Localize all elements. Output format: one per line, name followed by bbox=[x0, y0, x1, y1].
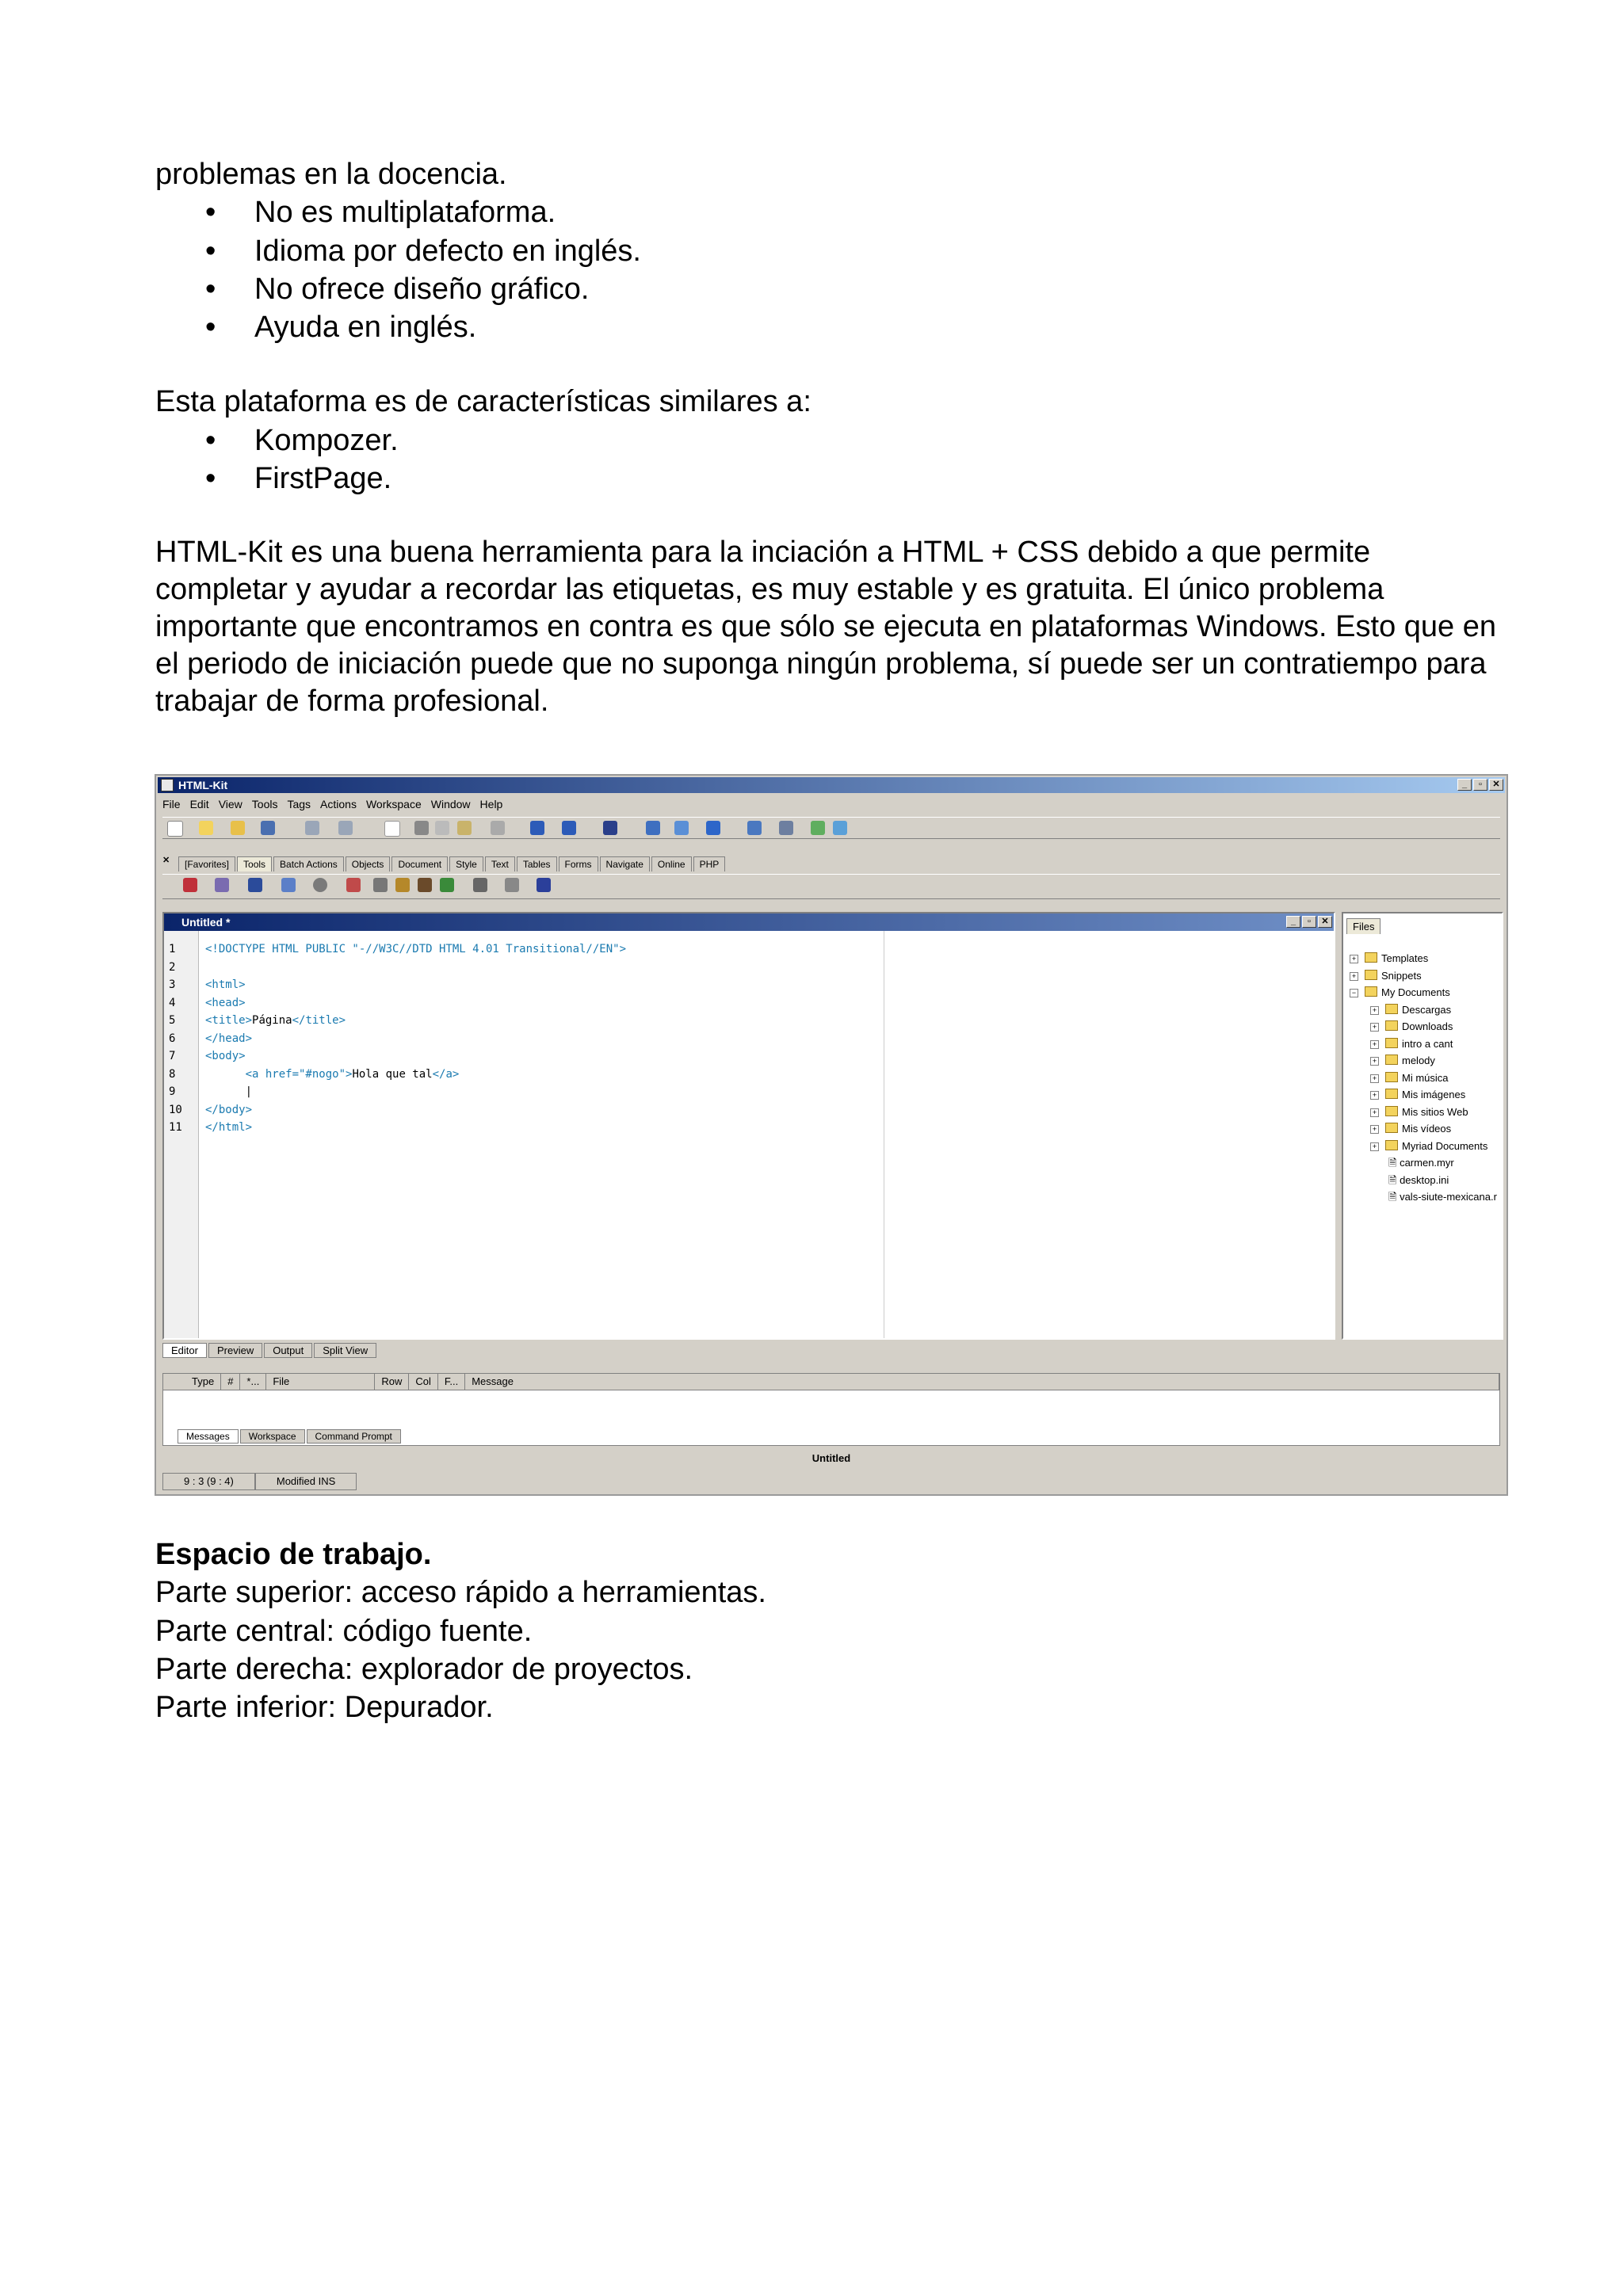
close-icon[interactable]: ✕ bbox=[1318, 916, 1332, 928]
expand-icon[interactable]: + bbox=[1370, 1125, 1379, 1134]
tree-item[interactable]: + Templates bbox=[1350, 950, 1497, 967]
line-number: 7 bbox=[169, 1050, 176, 1062]
text-icon[interactable] bbox=[346, 878, 361, 892]
tab-php[interactable]: PHP bbox=[693, 856, 726, 871]
close-icon[interactable]: ✕ bbox=[1489, 779, 1503, 791]
editor-pane bbox=[162, 912, 1335, 1340]
tree-item[interactable]: + Mi música bbox=[1350, 1070, 1497, 1087]
messages-tabs bbox=[178, 1429, 403, 1444]
clock-icon[interactable] bbox=[313, 878, 327, 892]
menu-file[interactable]: File bbox=[162, 798, 181, 810]
save-icon[interactable] bbox=[261, 821, 275, 835]
code-line: <body> bbox=[205, 1050, 246, 1062]
window-titlebar bbox=[158, 777, 1505, 793]
code-line: <html> bbox=[205, 978, 246, 991]
file-tree bbox=[1350, 950, 1497, 1206]
undo-icon[interactable] bbox=[530, 821, 544, 835]
tree-item[interactable]: + Mis sitios Web bbox=[1350, 1104, 1497, 1121]
expand-icon[interactable]: + bbox=[1370, 1057, 1379, 1066]
code-line: <head> bbox=[205, 996, 246, 1009]
maximize-icon[interactable]: ▫ bbox=[1302, 916, 1316, 928]
folder-icon bbox=[1385, 1055, 1398, 1065]
tree-item[interactable]: + melody bbox=[1350, 1052, 1497, 1070]
open-folder-icon[interactable] bbox=[199, 821, 213, 835]
tab-online[interactable]: Online bbox=[651, 856, 692, 871]
file-icon: 🗎 bbox=[1388, 1157, 1400, 1169]
messages-panel bbox=[162, 1373, 1500, 1446]
code-area[interactable] bbox=[205, 940, 626, 1137]
code-line: <title>Página</title> bbox=[205, 1014, 346, 1027]
window-icon[interactable] bbox=[779, 821, 793, 835]
print-preview-icon[interactable] bbox=[338, 821, 353, 835]
htmlkit-screenshot bbox=[155, 774, 1508, 1496]
menu-window[interactable]: Window bbox=[430, 798, 471, 810]
editor-window-controls bbox=[1286, 916, 1332, 928]
line-number: 6 bbox=[169, 1032, 176, 1045]
tab-objects[interactable]: Objects bbox=[346, 856, 391, 871]
list-item: • No ofrece diseño gráfico. bbox=[254, 270, 1503, 308]
toolbar-close[interactable]: ✕ bbox=[162, 856, 170, 865]
list-item: • Kompozer. bbox=[254, 421, 1503, 460]
columns-icon[interactable] bbox=[646, 821, 660, 835]
delete-icon[interactable] bbox=[491, 821, 505, 835]
tree-item[interactable]: + Mis vídeos bbox=[1350, 1120, 1497, 1138]
expand-icon[interactable]: + bbox=[1350, 955, 1358, 963]
line-number: 3 bbox=[169, 978, 176, 991]
workspace-line: Parte derecha: explorador de proyectos. bbox=[155, 1652, 693, 1686]
tab-navigate[interactable]: Navigate bbox=[600, 856, 650, 871]
tree-icon[interactable] bbox=[674, 821, 689, 835]
list-item: • Ayuda en inglés. bbox=[254, 308, 1503, 346]
menu-actions[interactable]: Actions bbox=[320, 798, 357, 810]
tree-item[interactable]: + intro a cant bbox=[1350, 1035, 1497, 1053]
code-line: </body> bbox=[205, 1103, 253, 1116]
expand-icon[interactable]: + bbox=[1370, 1091, 1379, 1100]
minimize-icon[interactable]: _ bbox=[1457, 779, 1472, 791]
tree-item[interactable]: + Myriad Documents bbox=[1350, 1138, 1497, 1155]
tab-style[interactable]: Style bbox=[449, 856, 483, 871]
menu-help[interactable]: Help bbox=[479, 798, 503, 810]
similar-list bbox=[155, 421, 1503, 498]
column-header[interactable]: File bbox=[266, 1374, 375, 1390]
help-icon[interactable] bbox=[706, 821, 720, 835]
files-panel bbox=[1342, 912, 1503, 1340]
editor-title: Untitled * bbox=[181, 916, 231, 929]
editor-tabs bbox=[162, 1343, 378, 1358]
line-gutter bbox=[164, 931, 199, 1338]
tab-favorites[interactable]: [Favorites] bbox=[178, 856, 235, 871]
minimize-icon[interactable]: _ bbox=[1286, 916, 1300, 928]
code-line: <!DOCTYPE HTML PUBLIC "-//W3C//DTD HTML 4.01 Transitional//EN"> bbox=[205, 943, 627, 955]
intro-line: problemas en la docencia. bbox=[155, 158, 507, 191]
line-number: 2 bbox=[169, 960, 176, 974]
status-bar bbox=[162, 1473, 1500, 1490]
file-icon: 🗎 bbox=[1388, 1191, 1400, 1203]
refresh-icon[interactable] bbox=[811, 821, 825, 835]
folder-icon bbox=[1365, 952, 1377, 963]
tree-item[interactable]: + Snippets bbox=[1350, 967, 1497, 985]
tab-output[interactable]: Output bbox=[264, 1343, 312, 1358]
tab-editor[interactable]: Editor bbox=[162, 1343, 207, 1358]
expand-icon[interactable]: + bbox=[1370, 1023, 1379, 1032]
list-item: • FirstPage. bbox=[254, 460, 1503, 498]
line-number: 8 bbox=[169, 1067, 176, 1081]
tree-item[interactable]: + Mis imágenes bbox=[1350, 1086, 1497, 1104]
tab-files[interactable]: Files bbox=[1346, 918, 1381, 934]
brush-icon[interactable] bbox=[215, 878, 229, 892]
tree-item[interactable]: 🗎 vals-siute-mexicana.r bbox=[1388, 1191, 1497, 1203]
cursor-position: 9 : 3 (9 : 4) bbox=[162, 1473, 255, 1490]
menu-workspace[interactable]: Workspace bbox=[365, 798, 422, 810]
pen-icon[interactable] bbox=[183, 878, 197, 892]
tab-batch-actions[interactable]: Batch Actions bbox=[273, 856, 344, 871]
text-cursor: | bbox=[205, 1085, 253, 1098]
column-header[interactable]: Type bbox=[185, 1374, 221, 1390]
menu-bar bbox=[162, 798, 502, 810]
print-icon[interactable] bbox=[305, 821, 319, 835]
column-header[interactable]: Col bbox=[409, 1374, 438, 1390]
tree-item[interactable]: 🗎 desktop.ini bbox=[1388, 1173, 1449, 1186]
id-icon[interactable] bbox=[537, 878, 551, 892]
expand-icon[interactable]: + bbox=[1370, 1040, 1379, 1049]
expand-icon[interactable]: + bbox=[1370, 1074, 1379, 1083]
tree-item[interactable]: + Downloads bbox=[1350, 1018, 1497, 1035]
workspace-section bbox=[155, 1535, 766, 1726]
folder-icon bbox=[1385, 1020, 1398, 1031]
list-item: • No es multiplataforma. bbox=[254, 193, 1503, 231]
tag-icon[interactable] bbox=[248, 878, 262, 892]
abc-icon[interactable] bbox=[473, 878, 487, 892]
status-file: Untitled bbox=[812, 1452, 851, 1464]
user-icon[interactable] bbox=[418, 878, 432, 892]
line-number: 1 bbox=[169, 943, 176, 955]
document-icon[interactable] bbox=[373, 878, 388, 892]
folder-icon bbox=[1385, 1038, 1398, 1048]
window-title: HTML-Kit bbox=[178, 779, 228, 791]
collapse-icon[interactable]: − bbox=[1350, 989, 1358, 997]
open-recent-icon[interactable] bbox=[231, 821, 245, 835]
tab-preview[interactable]: Preview bbox=[208, 1343, 262, 1358]
tab-messages[interactable]: Messages bbox=[178, 1429, 239, 1444]
similar-heading: Esta plataforma es de características similares a: bbox=[155, 385, 812, 419]
tab-workspace[interactable]: Workspace bbox=[240, 1429, 305, 1444]
workspace-line: Parte central: código fuente. bbox=[155, 1614, 533, 1648]
line-number: 9 bbox=[169, 1085, 176, 1098]
tab-tools[interactable]: Tools bbox=[237, 856, 272, 871]
toolbar-tabs bbox=[178, 856, 727, 871]
tab-tables[interactable]: Tables bbox=[517, 856, 557, 871]
tab-forms[interactable]: Forms bbox=[559, 856, 598, 871]
summary-paragraph: HTML-Kit es una buena herramienta para la inciación a HTML + CSS debido a que permite completar y ayudar a recordar las etiquetas, es muy estable y es gratuita. El único problema importante que encontramos en contra es que sólo se ejecuta en plataformas Windows. Esto que en el periodo de iniciación puede que no suponga ningún problema, sí puede ser un contratiempo para trabajar de forma profesional. bbox=[155, 536, 1496, 719]
main-toolbar bbox=[162, 817, 1500, 839]
equals-icon[interactable] bbox=[281, 878, 296, 892]
find-icon[interactable] bbox=[603, 821, 617, 835]
app-icon bbox=[161, 779, 174, 791]
copy-icon[interactable] bbox=[435, 821, 449, 835]
tools-toolbar bbox=[162, 874, 1500, 899]
folder-icon bbox=[1385, 1089, 1398, 1099]
folder-icon bbox=[1365, 986, 1377, 997]
line-number: 10 bbox=[169, 1103, 182, 1116]
workspace-line: Parte superior: acceso rápido a herramientas. bbox=[155, 1576, 766, 1610]
edit-icon[interactable] bbox=[395, 878, 410, 892]
monitor-icon[interactable] bbox=[747, 821, 762, 835]
edit-mode: Modified INS bbox=[255, 1473, 357, 1490]
color-icon[interactable] bbox=[440, 878, 454, 892]
tree-item[interactable]: − My Documents bbox=[1350, 984, 1497, 1001]
expand-icon[interactable]: + bbox=[1370, 1006, 1379, 1015]
cons-list bbox=[155, 193, 1503, 346]
paste-icon[interactable] bbox=[457, 821, 472, 835]
menu-view[interactable]: View bbox=[218, 798, 242, 810]
folder-icon bbox=[1365, 970, 1377, 980]
file-status-bar bbox=[162, 1451, 1500, 1468]
file-icon: 🗎 bbox=[1388, 1173, 1400, 1186]
maximize-icon[interactable]: ▫ bbox=[1473, 779, 1487, 791]
tree-item[interactable]: 🗎 carmen.myr bbox=[1388, 1157, 1454, 1169]
document-body bbox=[155, 0, 1503, 721]
cut-icon[interactable] bbox=[414, 821, 429, 835]
page-icon[interactable] bbox=[384, 821, 400, 837]
column-header[interactable]: Message bbox=[465, 1374, 1499, 1390]
calc-icon[interactable] bbox=[505, 878, 519, 892]
folder-icon bbox=[1385, 1004, 1398, 1014]
menu-tools[interactable]: Tools bbox=[251, 798, 278, 810]
tab-split-view[interactable]: Split View bbox=[314, 1343, 376, 1358]
folder-icon bbox=[1385, 1140, 1398, 1150]
workspace-heading: Espacio de trabajo. bbox=[155, 1538, 432, 1571]
code-line: <a href="#nogo">Hola que tal</a> bbox=[245, 1067, 460, 1081]
workspace-line: Parte inferior: Depurador. bbox=[155, 1691, 494, 1724]
tab-document[interactable]: Document bbox=[391, 856, 448, 871]
editor-titlebar bbox=[164, 913, 1334, 931]
redo-icon[interactable] bbox=[562, 821, 576, 835]
expand-icon[interactable]: + bbox=[1370, 1108, 1379, 1117]
expand-icon[interactable]: + bbox=[1350, 972, 1358, 981]
expand-icon[interactable]: + bbox=[1370, 1142, 1379, 1151]
column-header[interactable]: Row bbox=[375, 1374, 409, 1390]
new-file-icon[interactable] bbox=[167, 821, 183, 837]
layout-icon[interactable] bbox=[833, 821, 847, 835]
line-number: 11 bbox=[169, 1121, 182, 1134]
column-header[interactable]: *... bbox=[240, 1374, 266, 1390]
tab-text[interactable]: Text bbox=[485, 856, 515, 871]
messages-header bbox=[163, 1374, 1499, 1390]
tab-command-prompt[interactable]: Command Prompt bbox=[307, 1429, 401, 1444]
tree-item[interactable]: + Descargas bbox=[1350, 1001, 1497, 1019]
folder-icon bbox=[1385, 1072, 1398, 1082]
code-line: </html> bbox=[205, 1121, 253, 1134]
line-number: 5 bbox=[169, 1014, 176, 1027]
menu-tags[interactable]: Tags bbox=[287, 798, 311, 810]
column-header[interactable]: # bbox=[221, 1374, 240, 1390]
list-item: • Idioma por defecto en inglés. bbox=[254, 232, 1503, 270]
folder-icon bbox=[1385, 1106, 1398, 1116]
window-controls bbox=[1457, 779, 1503, 791]
line-number: 4 bbox=[169, 996, 176, 1009]
column-header[interactable]: F... bbox=[438, 1374, 465, 1390]
menu-edit[interactable]: Edit bbox=[189, 798, 209, 810]
code-line: </head> bbox=[205, 1032, 253, 1045]
folder-icon bbox=[1385, 1123, 1398, 1133]
